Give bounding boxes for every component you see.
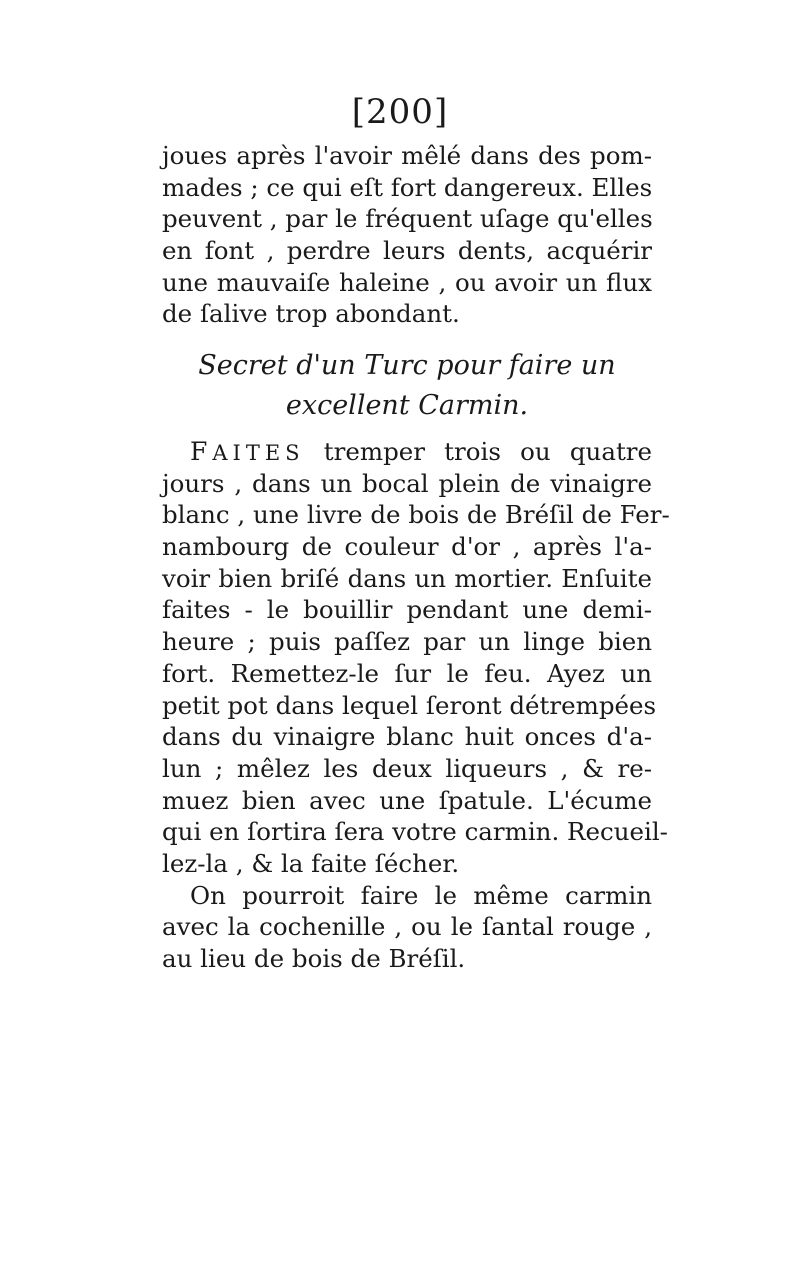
text-line: jours , dans un bocal plein de vinaigre (162, 468, 652, 498)
text-line: heure ; puis paſſez par un linge bien (162, 627, 652, 657)
text-line: qui en ſortira ſera votre carmin. Recueil- (162, 817, 668, 847)
small-caps-rest: AITES (212, 441, 305, 465)
section-heading (162, 346, 652, 426)
drop-initial: F (190, 437, 213, 466)
text-line: On pourroit faire le même carmin (190, 880, 652, 910)
small-caps-lead (190, 437, 305, 466)
text-line: muez bien avec une ſpatule. L'écume (162, 785, 652, 815)
text-line: en font , perdre leurs dents, acquérir (162, 236, 652, 266)
heading-line: excellent Carmin. (285, 390, 529, 421)
text-line: voir bien briſé dans un mortier. Enſuite (162, 563, 652, 593)
text-line (162, 436, 652, 468)
first-line-rest: tremper trois ou quatre (323, 437, 652, 466)
heading-line: Secret d'un Turc pour faire un (198, 350, 616, 381)
paragraph-1 (162, 140, 652, 330)
page-number: [200] (351, 92, 449, 132)
text-line: au lieu de bois de Bréſil. (162, 944, 466, 973)
text-line: avec la cochenille , ou le ſantal rouge , (162, 912, 652, 942)
text-line: lez-la , & la faite ſécher. (162, 848, 460, 878)
text-line: blanc , une livre de bois de Bréſil de Fer- (162, 500, 670, 530)
text-line: de ſalive trop abondant. (162, 299, 460, 329)
text-line: nambourg de couleur d'or , après l'a- (162, 532, 652, 562)
text-line: lun ; mêlez les deux liqueurs , & re- (162, 753, 652, 783)
text-line: peuvent , par le fréquent uſage qu'elles (162, 204, 653, 234)
text-line: faites - le bouillir pendant une demi- (162, 595, 652, 625)
text-line: fort. Remettez-le ſur le feu. Ayez un (162, 658, 652, 688)
paragraph-2 (162, 436, 670, 975)
text-line: une mauvaiſe haleine , ou avoir un flux (162, 267, 652, 297)
text-line: petit pot dans lequel ſeront détrempées (162, 690, 657, 720)
text-line: dans du vinaigre blanc huit onces d'a- (162, 722, 652, 752)
text-line: mades ; ce qui eſt fort dangereux. Elles (162, 172, 653, 202)
text-line: joues après l'avoir mêlé dans des pom- (162, 141, 652, 170)
